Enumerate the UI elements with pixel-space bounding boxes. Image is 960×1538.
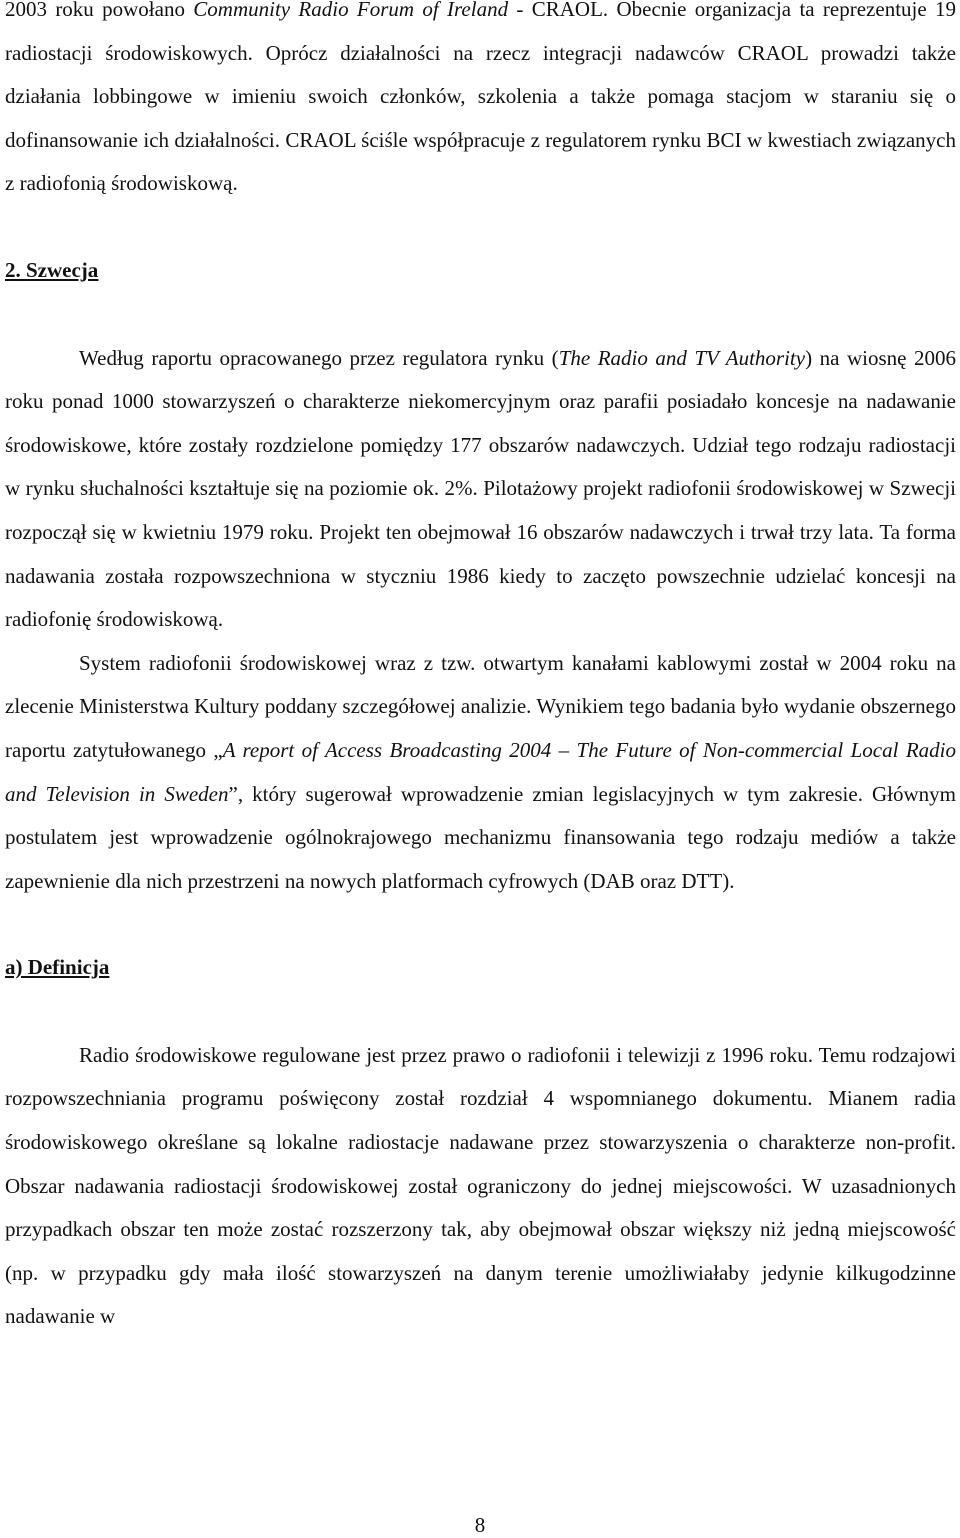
paragraph-text: Według raportu opracowanego przez regulatora rynku ( <box>79 345 559 370</box>
subsection-heading-definition <box>5 946 956 990</box>
paragraph-text: 2003 roku powołano <box>5 0 194 21</box>
page-number: 8 <box>474 1513 486 1537</box>
italic-report-title: A report of Access Broadcasting 2004 – The Future of Non-commercial Local Radio and Television in Sweden <box>5 737 956 806</box>
italic-authority-name: The Radio and TV Authority <box>558 345 806 370</box>
paragraph-text: ) na wiosnę 2006 roku ponad 1000 stowarzyszeń o charakterze niekomercyjnym oraz parafii posiadało koncesje na nadawanie środowiskowe, które zostały rozdzielone pomiędzy 177 obszarów nadawczych. Udział tego rodzaju radiostacji w rynku słuchalności kształtuje się na poziomie ok. 2%. Pilotażowy projekt radiofonii środowiskowej w Szwecji rozpoczął się w kwietniu 1979 roku. Projekt ten obejmował 16 obszarów nadawczych i trwał trzy lata. Ta forma nadawania została rozpowszechniona w styczniu 1986 kiedy to zaczęto powszechnie udzielać koncesji na radiofonię środowiskową. <box>5 345 957 632</box>
document-page <box>5 0 956 1339</box>
section-number: 2. <box>5 257 21 282</box>
paragraph-text: Radio środowiskowe regulowane jest przez prawo o radiofonii i telewizji z 1996 roku. Temu rodzajowi rozpowszechniania programu poświęcony został rozdział 4 wspomnianego dokumentu. Mianem radia środowiskowego określane są lokalne radiostacje nadawane przez stowarzyszenia o charakterze non-profit. Obszar nadawania radiostacji środowiskowej został ograniczony do jednej miejscowości. W uzasadnionych przypadkach obszar ten może zostać rozszerzony tak, aby obejmował obszar większy niż jedną miejscowość (np. w przypadku gdy mała ilość stowarzyszeń na danym terenie umożliwiałaby jedynie kilkugodzinne nadawanie w <box>5 1042 956 1329</box>
paragraph-text: System radiofonii środowiskowej wraz z tzw. otwartym kanałami kablowymi został w 2004 roku na zlecenie Ministerstwa Kultury poddany szczegółowej analizie. Wynikiem tego badania było wydanie obszernego raportu zatytułowanego „ <box>5 650 956 762</box>
section-heading-sweden <box>5 249 956 293</box>
italic-org-name: Community Radio Forum of Ireland <box>193 0 509 21</box>
paragraph-definition <box>5 1034 956 1339</box>
section-title: Szwecja <box>26 257 99 282</box>
paragraph-craol <box>5 0 956 206</box>
subsection-title: a) Definicja <box>5 955 110 980</box>
paragraph-text: ”, który sugerował wprowadzenie zmian legislacyjnych w tym zakresie. Głównym postulatem jest wprowadzenie ogólnokrajowego mechanizmu finansowania tego rodzaju mediów a także zapewnienie dla nich przestrzeni na nowych platformach cyfrowych (DAB oraz DTT). <box>5 781 956 893</box>
paragraph-system-analysis <box>5 642 956 904</box>
heading-text <box>5 258 98 282</box>
paragraph-text: - CRAOL. Obecnie organizacja ta reprezentuje 19 radiostacji środowiskowych. Oprócz działalności na rzecz integracji nadawców CRAOL prowadzi także działania lobbingowe w imieniu swoich członków, szkolenia a także pomaga stacjom w staraniu się o dofinansowanie ich działalności. CRAOL ściśle współpracuje z regulatorem rynku BCI w kwestiach związanych z radiofonią środowiskową. <box>5 0 956 196</box>
paragraph-sweden-report <box>5 337 956 642</box>
